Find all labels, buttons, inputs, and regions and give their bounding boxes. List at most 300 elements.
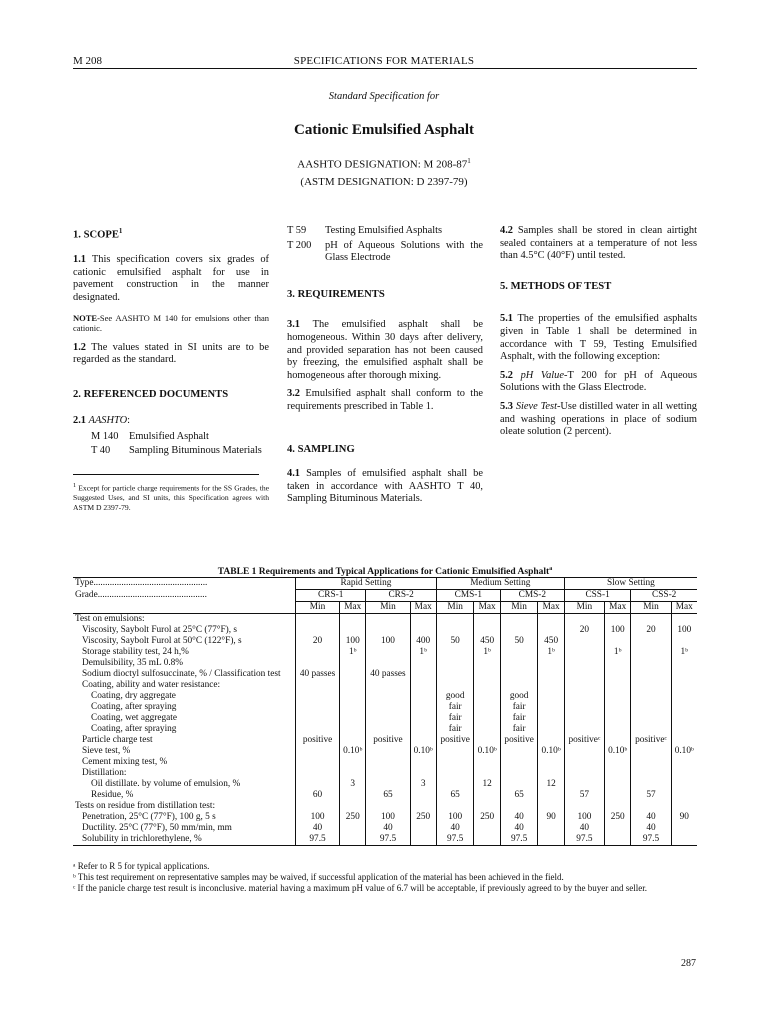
table-cell <box>564 680 604 691</box>
grade-header: CMS-1 <box>436 590 500 602</box>
aashto-designation: AASHTO DESIGNATION: M $208-87^1$ <box>297 157 471 171</box>
table-cell: 250 <box>340 812 366 823</box>
table-cell: fair <box>500 724 538 735</box>
table-cell: 400 <box>410 636 436 647</box>
table-cell: 40 <box>436 823 474 834</box>
table-cell <box>538 669 564 680</box>
table-cell <box>564 757 604 768</box>
row-label: Ductility. 25°C (77°F), 50 mm/min, mm <box>82 823 232 833</box>
table-cell <box>564 647 604 658</box>
table-cell <box>538 702 564 713</box>
table-cell <box>340 823 366 834</box>
table-footnote-a: ᵃ Refer to R 5 for typical applications. <box>73 861 210 871</box>
table-cell <box>410 625 436 636</box>
table-cell: fair <box>500 713 538 724</box>
table-cell <box>538 724 564 735</box>
table-cell <box>500 669 538 680</box>
row-label: Tests on residue from distillation test: <box>75 801 216 811</box>
table-cell <box>436 647 474 658</box>
table-cell <box>605 614 631 626</box>
max-header: Max <box>410 602 436 614</box>
table-cell: 1ᵇ <box>538 647 564 658</box>
table-cell <box>410 834 436 846</box>
table-cell: 3 <box>340 779 366 790</box>
table-cell <box>366 691 410 702</box>
table-cell <box>366 625 410 636</box>
para-3-1: 3.1 The emulsified asphalt shall be homogeneous. Within 30 days after delivery, and provided separation has not been caused by freezing, the emulsified asphalt shall be homogeneous after thorough mixing. <box>287 319 483 381</box>
table-cell <box>410 702 436 713</box>
table-cell <box>564 768 604 779</box>
table-cell <box>474 834 500 846</box>
table-cell: positive <box>500 735 538 746</box>
table-cell <box>410 735 436 746</box>
table-cell <box>410 658 436 669</box>
table-cell <box>605 658 631 669</box>
table-cell <box>605 823 631 834</box>
footnote-rule <box>73 474 259 475</box>
table-row <box>73 768 697 779</box>
table-cell <box>296 625 340 636</box>
table-cell <box>474 625 500 636</box>
table-cell <box>605 724 631 735</box>
table-row <box>73 790 697 801</box>
table-row <box>73 801 697 812</box>
table-cell <box>340 691 366 702</box>
table-row <box>73 746 697 757</box>
table-cell <box>538 625 564 636</box>
astm-designation: (ASTM DESIGNATION: D 2397-79) <box>300 176 468 188</box>
table-cell: 40 <box>631 812 671 823</box>
para-1-2: 1.2 The values stated in SI units are to be regarded as the standard. <box>73 341 269 366</box>
table-cell: positive <box>436 735 474 746</box>
table-cell: 100 <box>340 636 366 647</box>
row-label: Residue, % <box>91 790 134 800</box>
min-header: Min <box>436 602 474 614</box>
table-cell: 57 <box>564 790 604 801</box>
table-cell <box>631 768 671 779</box>
table-cell <box>366 658 410 669</box>
table-cell <box>564 614 604 626</box>
ref-item: T 200 pH of Aqueous Solutions with the Glass Electrode <box>287 239 483 264</box>
ref-item: T 59 Testing Emulsified Asphalts <box>287 225 443 236</box>
table-cell: 65 <box>436 790 474 801</box>
table-cell: 40 <box>564 823 604 834</box>
table-cell <box>538 658 564 669</box>
table-cell: 97.5 <box>631 834 671 846</box>
table-cell <box>538 614 564 626</box>
table-footnote-c: ᶜ If the panicle charge test result is inconclusive. material having a maximum pH value of 6.7 will be acceptable, if previously agreed to by the buyer and seller. <box>73 883 647 893</box>
min-header: Min <box>296 602 340 614</box>
table-caption: TABLE 1 Requirements and Typical Applications for Cationic Emulsified Asphalt$^a$ <box>217 566 553 578</box>
table-cell: 50 <box>436 636 474 647</box>
table-cell: 97.5 <box>564 834 604 846</box>
min-header: Min <box>366 602 410 614</box>
row-label: Oil distillate. by volume of emulsion, % <box>91 779 241 789</box>
table-cell <box>631 669 671 680</box>
table-cell <box>436 614 474 626</box>
table-row <box>73 702 697 713</box>
table-cell <box>671 790 697 801</box>
table-cell: 97.5 <box>500 834 538 846</box>
table-cell <box>671 823 697 834</box>
footnote-1: $^1$ Except for particle charge requirements for the SS Grades, the Suggested Uses, and SI units, this Specification agrees with ASTM D 2397-79. <box>73 482 269 512</box>
table-cell: 40 <box>296 823 340 834</box>
table-cell: 12 <box>538 779 564 790</box>
table-cell: 250 <box>605 812 631 823</box>
table-cell <box>605 801 631 812</box>
table-cell <box>366 702 410 713</box>
table-cell <box>340 834 366 846</box>
para-5-3: 5.3 Sieve Test-Use distilled water in all wetting and washing operations in place of sodium oleate solution (2 percent). <box>500 400 697 438</box>
min-header: Min <box>564 602 604 614</box>
table-cell <box>296 757 340 768</box>
table-cell <box>436 746 474 757</box>
table-cell <box>631 680 671 691</box>
table-cell <box>340 735 366 746</box>
row-label: Distillation: <box>82 768 127 778</box>
table-cell <box>631 746 671 757</box>
table-row <box>73 691 697 702</box>
table-cell <box>410 724 436 735</box>
para-4-2: 4.2 Samples shall be stored in clean airtight sealed containers at a temperature of not less than 4.5°C (40°F) until tested. <box>500 225 697 262</box>
table-cell <box>500 768 538 779</box>
table-cell <box>500 625 538 636</box>
table-cell <box>500 647 538 658</box>
doc-title: Cationic Emulsified Asphalt <box>293 122 475 138</box>
table-cell <box>671 691 697 702</box>
table-cell <box>671 702 697 713</box>
ref-item: T 40 Sampling Bituminous Materials <box>91 445 262 457</box>
table-cell: 250 <box>474 812 500 823</box>
table-cell <box>538 680 564 691</box>
table-cell <box>436 669 474 680</box>
table-cell <box>410 790 436 801</box>
table-row <box>73 834 697 846</box>
scope-heading: 1. SCOPE$^1$ <box>73 227 123 241</box>
table-cell <box>564 779 604 790</box>
row-label: Coating, dry aggregate <box>91 691 176 701</box>
table-cell <box>564 746 604 757</box>
row-label: Coating, after spraying <box>91 724 177 734</box>
table-cell: 0.10ᵇ <box>410 746 436 757</box>
table-cell: 20 <box>631 625 671 636</box>
min-header: Min <box>631 602 671 614</box>
header-code: M 208 <box>73 55 103 67</box>
table-cell: 100 <box>296 812 340 823</box>
grade-header: CSS-1 <box>564 590 631 602</box>
table-cell <box>631 636 671 647</box>
table-cell <box>671 779 697 790</box>
table-row <box>73 779 697 790</box>
table-row <box>73 669 697 680</box>
table-cell <box>436 801 474 812</box>
table-cell <box>631 702 671 713</box>
table-cell <box>500 614 538 626</box>
table-cell <box>340 801 366 812</box>
table-cell: positiveᶜ <box>631 735 671 746</box>
table-cell <box>631 724 671 735</box>
table-cell: 20 <box>564 625 604 636</box>
refdocs-heading: 2. REFERENCED DOCUMENTS <box>73 388 229 400</box>
table-cell <box>340 702 366 713</box>
table-cell <box>340 757 366 768</box>
table-cell <box>410 757 436 768</box>
table-cell <box>366 724 410 735</box>
table-cell <box>296 779 340 790</box>
table-cell: 65 <box>366 790 410 801</box>
para-4-1: 4.1 Samples of emulsified asphalt shall be taken in accordance with AASHTO T 40, Sampling Bituminous Materials. <box>287 468 483 505</box>
table-cell: 97.5 <box>296 834 340 846</box>
table-cell: 1ᵇ <box>474 647 500 658</box>
max-header: Max <box>474 602 500 614</box>
table-cell <box>631 713 671 724</box>
para-5-2: 5.2 pH Value-T 200 for pH of Aqueous Solutions with the Glass Electrode. <box>500 369 697 394</box>
table-cell <box>538 713 564 724</box>
table-cell <box>671 669 697 680</box>
table-cell <box>340 768 366 779</box>
table-cell <box>410 691 436 702</box>
table-cell <box>538 834 564 846</box>
type-header: Medium Setting <box>436 578 564 590</box>
table-cell: fair <box>436 713 474 724</box>
table-cell <box>564 658 604 669</box>
table-cell <box>366 713 410 724</box>
row-label: Cement mixing test, % <box>82 757 168 767</box>
table-cell <box>340 669 366 680</box>
table-cell <box>340 680 366 691</box>
grade-header: CMS-2 <box>500 590 564 602</box>
table-cell <box>366 801 410 812</box>
table-cell <box>410 713 436 724</box>
table-cell <box>538 735 564 746</box>
table-cell <box>605 735 631 746</box>
table-row <box>73 724 697 735</box>
row-label: Test on emulsions: <box>75 614 145 624</box>
table-cell <box>671 757 697 768</box>
table-cell: 40 <box>631 823 671 834</box>
grade-header: CSS-2 <box>631 590 697 602</box>
para-2-1: 2.1 AASHTO: <box>73 415 130 427</box>
table-cell <box>474 735 500 746</box>
requirements-heading: 3. REQUIREMENTS <box>287 288 385 300</box>
table-cell: 3 <box>410 779 436 790</box>
table-cell: 97.5 <box>436 834 474 846</box>
table-cell: 12 <box>474 779 500 790</box>
table-cell <box>605 669 631 680</box>
table-row <box>73 614 697 626</box>
table-cell: 1ᵇ <box>605 647 631 658</box>
table-cell <box>474 768 500 779</box>
table-cell <box>500 757 538 768</box>
grade-label: Grade............................................... <box>73 590 296 614</box>
table-cell: good <box>500 691 538 702</box>
table-cell <box>436 757 474 768</box>
table-cell: 40 passes <box>366 669 410 680</box>
running-title: SPECIFICATIONS FOR MATERIALS <box>293 55 475 67</box>
table-cell <box>538 757 564 768</box>
table-row <box>73 625 697 636</box>
table-cell <box>500 779 538 790</box>
table-cell <box>538 801 564 812</box>
table-cell <box>296 746 340 757</box>
table-cell: 40 <box>366 823 410 834</box>
table-cell: 0.10ᵇ <box>605 746 631 757</box>
table-cell <box>564 801 604 812</box>
table-cell <box>366 768 410 779</box>
table-cell <box>631 614 671 626</box>
table-cell <box>564 702 604 713</box>
table-cell <box>605 768 631 779</box>
table-cell: 100 <box>671 625 697 636</box>
table-cell <box>538 768 564 779</box>
table-cell <box>436 779 474 790</box>
table-cell: 40 passes <box>296 669 340 680</box>
row-label: Coating, wet aggregate <box>91 713 177 723</box>
table-cell: 100 <box>366 812 410 823</box>
table-cell: 0.10ᵇ <box>538 746 564 757</box>
header-rule <box>73 68 697 69</box>
table-cell: 250 <box>410 812 436 823</box>
table-cell <box>631 757 671 768</box>
type-row <box>73 578 697 590</box>
table-cell <box>366 614 410 626</box>
spec-table <box>73 577 697 846</box>
table-cell <box>340 614 366 626</box>
max-header: Max <box>605 602 631 614</box>
table-cell: 100 <box>605 625 631 636</box>
column-2 <box>287 225 483 512</box>
table-cell <box>564 724 604 735</box>
table-cell <box>296 724 340 735</box>
row-label: Solubility in trichlorethylene, % <box>73 834 296 846</box>
table-cell <box>410 823 436 834</box>
table-cell: 1ᵇ <box>671 647 697 658</box>
table-cell <box>671 724 697 735</box>
table-cell <box>631 779 671 790</box>
row-label: Coating, after spraying <box>91 702 177 712</box>
table-cell <box>340 658 366 669</box>
table-cell <box>296 691 340 702</box>
table-cell: 1ᵇ <box>340 647 366 658</box>
table-cell: 60 <box>296 790 340 801</box>
table-row <box>73 757 697 768</box>
table-cell: 0.10ᵇ <box>340 746 366 757</box>
column-3 <box>500 225 697 445</box>
table-cell: 0.10ᵇ <box>474 746 500 757</box>
table-cell <box>474 702 500 713</box>
grade-header: CRS-2 <box>366 590 436 602</box>
table-cell: 97.5 <box>366 834 410 846</box>
row-label: Sodium dioctyl sulfosuccinate, % / Classification test <box>82 669 281 679</box>
table-cell <box>605 779 631 790</box>
table-cell <box>500 801 538 812</box>
table-cell: 90 <box>538 812 564 823</box>
table-cell: fair <box>500 702 538 713</box>
table-cell: positive <box>366 735 410 746</box>
table-cell <box>474 801 500 812</box>
table-cell <box>500 658 538 669</box>
grade-row <box>73 590 697 602</box>
table-cell: positiveᶜ <box>564 735 604 746</box>
table-cell <box>605 636 631 647</box>
table-cell <box>605 713 631 724</box>
table-cell <box>631 647 671 658</box>
ref-item: M 140 Emulsified Asphalt <box>91 430 209 442</box>
table-cell <box>296 801 340 812</box>
table-cell: 50 <box>500 636 538 647</box>
type-header: Slow Setting <box>564 578 697 590</box>
table-cell <box>605 702 631 713</box>
table-cell: 100 <box>366 636 410 647</box>
table-cell <box>631 691 671 702</box>
table-cell <box>474 614 500 626</box>
table-cell: 20 <box>296 636 340 647</box>
table-cell <box>671 658 697 669</box>
table-cell <box>410 680 436 691</box>
table-cell: fair <box>436 724 474 735</box>
table-cell <box>631 658 671 669</box>
row-label: Particle charge test <box>82 735 153 745</box>
sampling-heading: 4. SAMPLING <box>287 443 355 455</box>
table-cell: 100 <box>436 812 474 823</box>
table-cell <box>436 680 474 691</box>
table-cell <box>631 801 671 812</box>
table-cell <box>671 768 697 779</box>
table-cell <box>500 746 538 757</box>
table-cell <box>474 790 500 801</box>
table-cell <box>538 823 564 834</box>
table-cell: 40 <box>500 823 538 834</box>
table-cell <box>671 614 697 626</box>
para-3-2: 3.2 Emulsified asphalt shall conform to the requirements prescribed in Table 1. <box>287 388 483 412</box>
table-cell <box>538 691 564 702</box>
table-cell <box>605 757 631 768</box>
table-cell <box>671 735 697 746</box>
table-cell <box>296 702 340 713</box>
table-cell: good <box>436 691 474 702</box>
para-1-1: 1.1 This specification covers six grades of cationic emulsified asphalt for use in pavement construction in the manner designated. <box>73 254 269 303</box>
table-row <box>73 713 697 724</box>
table-cell <box>474 757 500 768</box>
table-cell <box>474 691 500 702</box>
table-cell <box>474 680 500 691</box>
ref-list <box>73 431 269 458</box>
table-footnote-b: ᵇ This test requirement on representative samples may be waived, if successful application of the material has been achieved in the field. <box>73 872 564 882</box>
row-label: Viscosity, Saybolt Furol at 50°C (122°F), s <box>82 636 242 646</box>
table-cell <box>474 669 500 680</box>
table-cell <box>474 713 500 724</box>
table-cell <box>436 625 474 636</box>
table-cell: 450 <box>474 636 500 647</box>
table-cell: 57 <box>631 790 671 801</box>
table-cell <box>366 779 410 790</box>
standard-for: Standard Specification for <box>328 91 440 102</box>
table-cell <box>605 834 631 846</box>
table-cell <box>605 790 631 801</box>
table-cell <box>296 647 340 658</box>
table-cell <box>296 713 340 724</box>
table-cell <box>366 680 410 691</box>
table-cell <box>410 768 436 779</box>
table-cell <box>564 669 604 680</box>
table-cell <box>605 680 631 691</box>
table-cell <box>671 834 697 846</box>
table-row <box>73 647 697 658</box>
page-number: 287 <box>681 958 696 969</box>
table-cell <box>296 614 340 626</box>
para-5-1: 5.1 The properties of the emulsified asphalts given in Table 1 shall be determined in accordance with T 59, Testing Emulsified Asphalt, with the following exception: <box>500 313 697 363</box>
row-label: Viscosity, Saybolt Furol at 25°C (77°F), s <box>82 625 238 635</box>
